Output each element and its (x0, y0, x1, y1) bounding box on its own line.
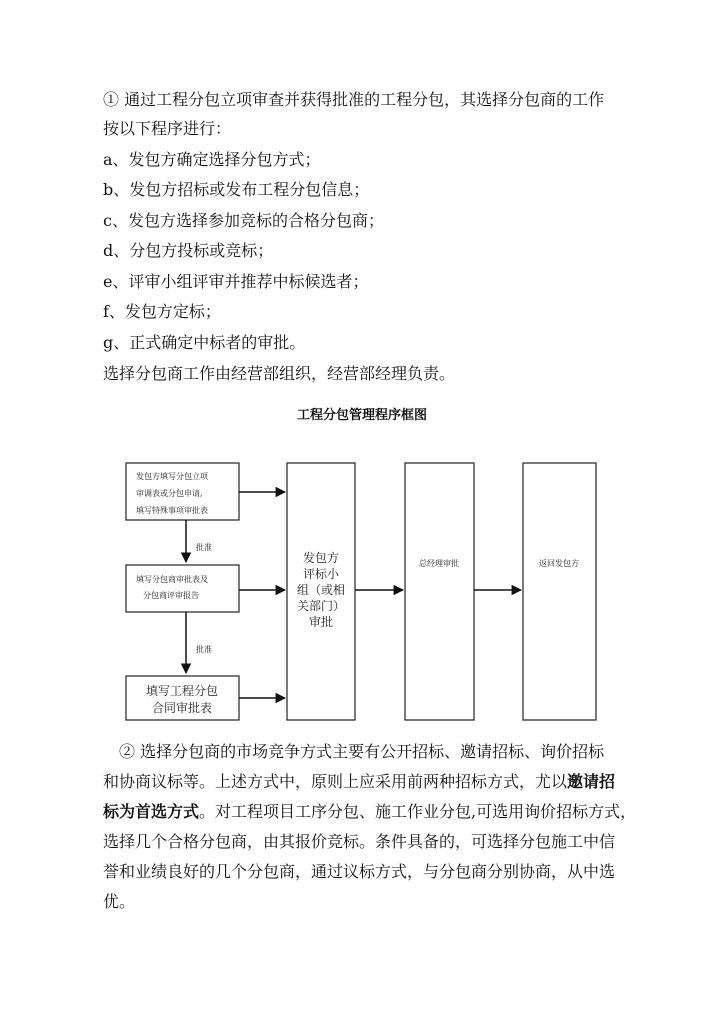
flowchart (0, 440, 724, 740)
emphasis-invite-bidding: 邀请招 (567, 772, 616, 791)
intro-line-2: 按以下程序进行： (103, 119, 232, 138)
para2-line-4: 选择几个合格分包商，由其报价竞标。条件具备的，可选择分包施工中信 (103, 832, 616, 851)
intro-line-1: ① 通过工程分包立项审查并获得批准的工程分包，其选择分包商的工作 (103, 90, 605, 109)
closing-line: 选择分包商工作由经营部组织，经营部经理负责。 (103, 364, 456, 383)
step-c: c、发包方选择参加竞标的合格分包商； (103, 211, 384, 230)
box1-line-2: 审调表或分包申请, (136, 489, 203, 498)
box-gm-approval (405, 463, 474, 720)
box3-line-2: 合同审批表 (151, 701, 213, 715)
box-return-to-contractor (523, 463, 596, 720)
box4-line-4: 关部门） (296, 599, 346, 613)
box1-line-3: 填写特殊事项审批表 (136, 506, 208, 515)
para2-line-6: 优。 (103, 892, 136, 911)
para2-line-1: ② 选择分包商的市场竞争方式主要有公开招标、邀请招标、询价招标 (119, 742, 605, 761)
box4-line-5: 审批 (308, 615, 334, 629)
step-b: b、发包方招标或发布工程分包信息； (103, 180, 370, 199)
approve-label-2: 批准 (196, 645, 212, 654)
step-g: g、正式确定中标者的审批。 (103, 333, 306, 352)
step-f: f、发包方定标； (103, 302, 221, 321)
para2-line-3: 标为首选方式。对工程项目工序分包、施工作业分包,可选用询价招标方式， (103, 802, 637, 821)
step-a: a、发包方确定选择分包方式； (103, 150, 321, 169)
step-d: d、分包方投标或竞标； (103, 241, 274, 260)
approve-label-1: 批准 (196, 543, 212, 552)
paragraph-2 (103, 737, 663, 917)
box2-line-1: 填写分包商审批表及 (136, 575, 208, 584)
box3-line-1: 填写工程分包 (145, 684, 219, 698)
para2-line-5: 誉和业绩良好的几个分包商，通过议标方式，与分包商分别协商，从中选 (103, 862, 616, 881)
box4-line-3: 组（或相 (296, 583, 346, 597)
step-e: e、评审小组评审并推荐中标候选者； (103, 272, 369, 291)
box4-line-2: 评标小 (302, 567, 340, 581)
box4-line-1: 发包方 (302, 551, 340, 565)
para2-line-2: 和协商议标等。上述方式中，原则上应采用前两种招标方式，尤以邀请招 (103, 772, 616, 791)
emphasis-preferred-method: 标为首选方式 (103, 802, 200, 821)
box6-text: 返回发包方 (539, 559, 579, 568)
box1-line-1: 发包方填写分包立项 (136, 472, 208, 481)
box-subcontractor-review (126, 565, 239, 612)
box5-text: 总经理审批 (419, 559, 459, 568)
flowchart-title: 工程分包管理程序框图 (296, 408, 427, 423)
box2-line-2: 分包商评审报告 (143, 591, 199, 600)
